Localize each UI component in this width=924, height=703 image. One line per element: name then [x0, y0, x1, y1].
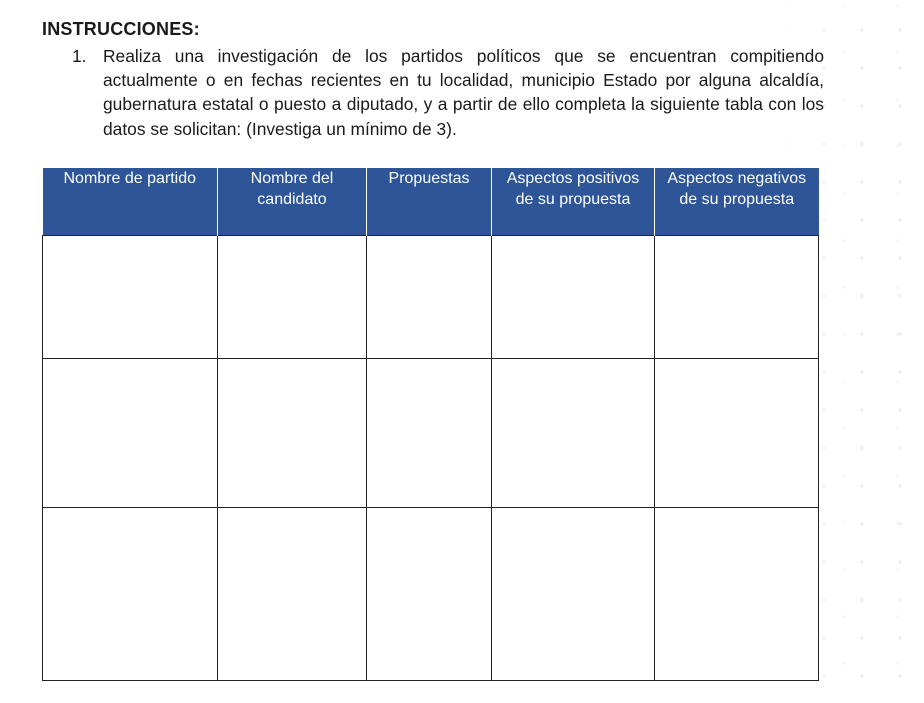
- header-party-name: Nombre de partido: [43, 168, 218, 236]
- table-cell[interactable]: [367, 236, 492, 359]
- header-proposals: Propuestas: [367, 168, 492, 236]
- instructions-heading: INSTRUCCIONES:: [42, 19, 200, 39]
- table-cell[interactable]: [492, 236, 655, 359]
- table-cell[interactable]: [492, 359, 655, 508]
- header-candidate-name: Nombre del candidato: [218, 168, 367, 236]
- table-cell[interactable]: [43, 508, 218, 681]
- table-header-row: [43, 168, 819, 236]
- table-row: [43, 236, 819, 359]
- table-cell[interactable]: [218, 359, 367, 508]
- instruction-number: 1.: [72, 46, 87, 66]
- header-negative-aspects: Aspectos negativos de su propuesta: [655, 168, 819, 236]
- table-cell[interactable]: [218, 508, 367, 681]
- table-cell[interactable]: [655, 359, 819, 508]
- table-cell[interactable]: [43, 359, 218, 508]
- table-row: [43, 359, 819, 508]
- instruction-item: [72, 44, 824, 141]
- instruction-text: Realiza una investigación de los partidos políticos que se encuentran compitiendo actualmente o en fechas recientes en tu localidad, municipio Estado por alguna alcaldía, gubernatura estatal o puesto a diputado, y a partir de ello completa la siguiente tabla con los datos se solicitan: (Investiga un mínimo de 3).: [103, 46, 824, 139]
- table-cell[interactable]: [492, 508, 655, 681]
- table-cell[interactable]: [218, 236, 367, 359]
- header-positive-aspects: Aspectos positivos de su propuesta: [492, 168, 655, 236]
- table-cell[interactable]: [367, 508, 492, 681]
- parties-table: [42, 168, 819, 681]
- table-cell[interactable]: [43, 236, 218, 359]
- table-cell[interactable]: [655, 508, 819, 681]
- table-cell[interactable]: [655, 236, 819, 359]
- table-row: [43, 508, 819, 681]
- table-cell[interactable]: [367, 359, 492, 508]
